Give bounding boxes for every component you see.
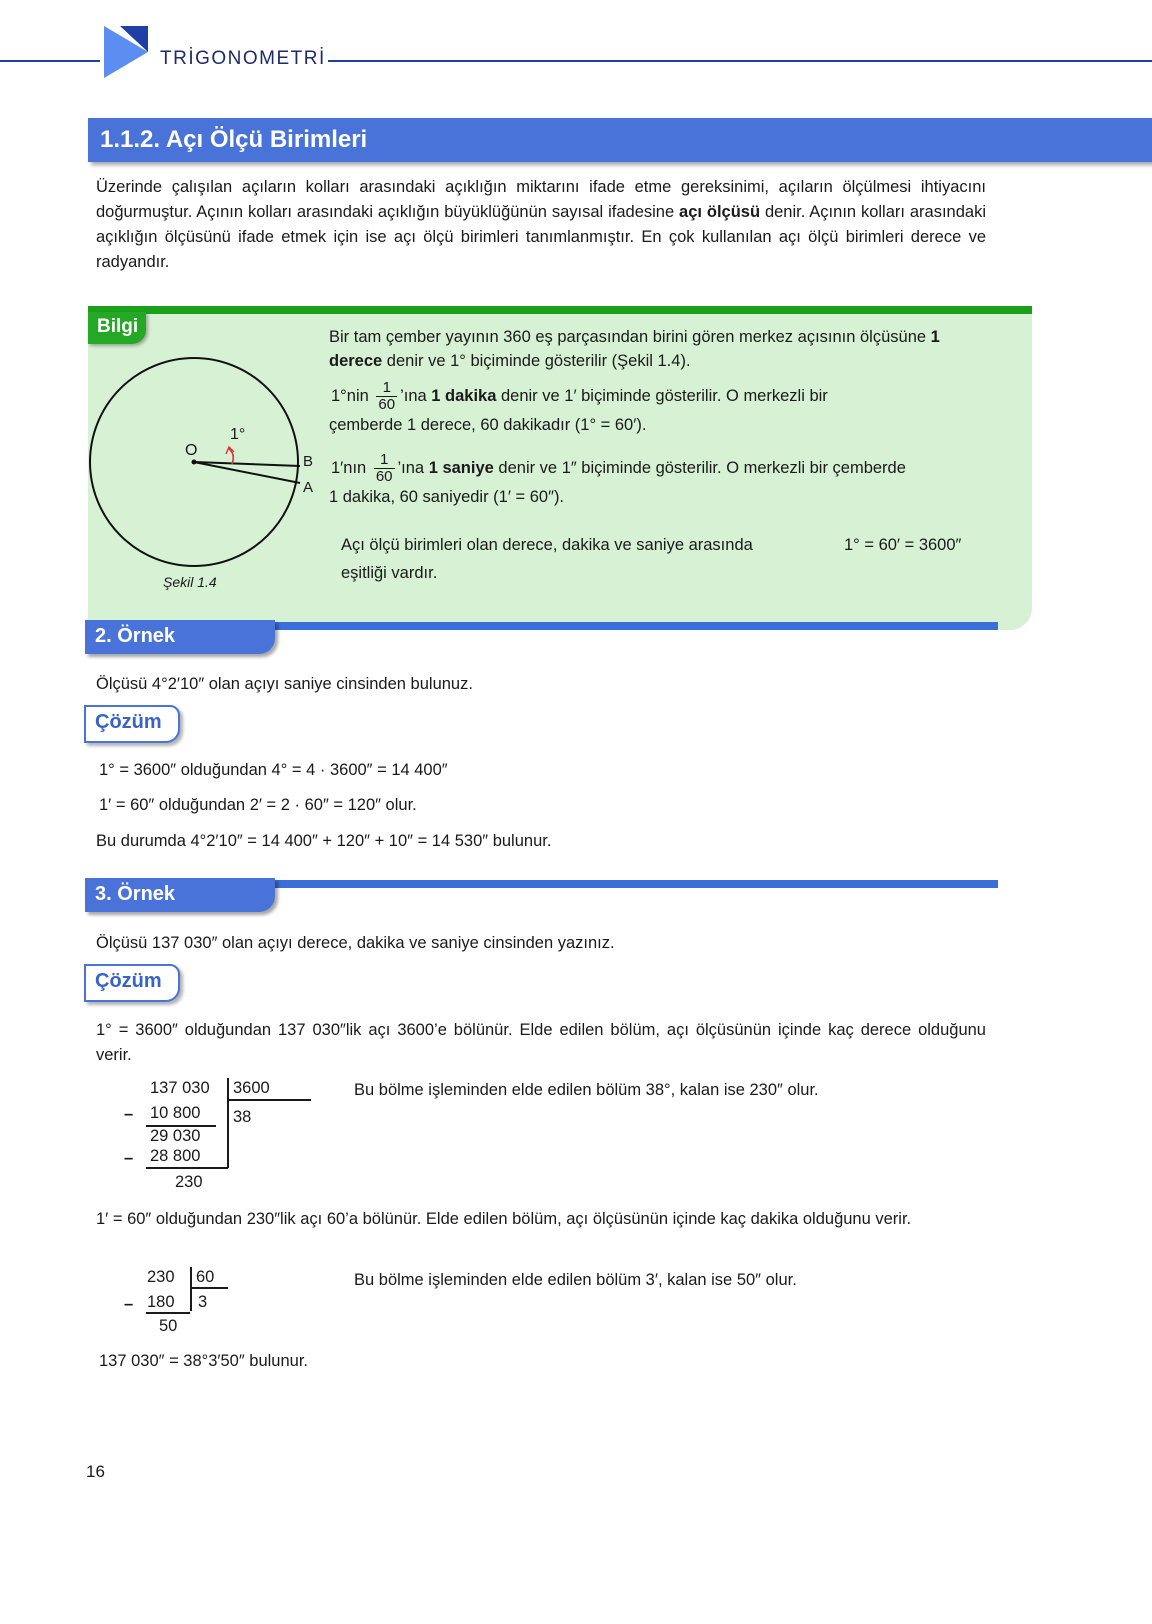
division1-result: Bu bölme işleminden elde edilen bölüm 38°, kalan ise 230″ olur. (354, 1081, 819, 1099)
division1-divisor-rule (227, 1099, 311, 1101)
division1-rule (146, 1167, 228, 1169)
division2-vertical-bar (190, 1267, 192, 1311)
division2-quotient: 3 (198, 1293, 208, 1311)
example3-question: Ölçüsü 137 030″ olan açıyı derece, dakika ve saniye cinsinden yazınız. (96, 934, 615, 952)
division1-vertical-bar (227, 1078, 229, 1168)
figure-label-a: A (303, 479, 314, 496)
fraction-one-sixtieth: $\frac{1}{60}$ (378, 379, 396, 413)
example2-question: Ölçüsü 4°2′10″ olan açıyı saniye cinsinden bulunuz. (96, 675, 473, 693)
info-minute-equivalence: çemberde 1 derece, 60 dakikadır (1° = 60′). (329, 416, 647, 434)
division1-minus-sign: – (124, 1149, 134, 1167)
division2-divisor-rule (190, 1287, 228, 1289)
section-title: 1.1.2. Açı Ölçü Birimleri (100, 126, 368, 153)
section-title-bar (88, 118, 1152, 162)
example3-step2: 1′ = 60″ olduğundan 230″lik açı 60’a bölünür. Elde edilen bölüm, açı ölçüsünün içinde kaç dakika olduğunu verir. (96, 1210, 912, 1228)
circle-figure (88, 350, 328, 600)
example3-tab: 3. Örnek (85, 878, 275, 912)
division1-subtrahend: 10 800 (150, 1104, 201, 1122)
example3-solution-label: Çözüm (84, 964, 180, 1002)
division1-dividend: 137 030 (150, 1079, 210, 1097)
division2-remainder: 50 (159, 1317, 178, 1335)
info-paragraph-degree: Bir tam çember yayının 360 eş parçasından birini gören merkez açısının ölçüsüne 1 derece denir ve 1° biçiminde gösterilir (Şekil 1.4). (329, 328, 940, 370)
division2-dividend: 230 (147, 1268, 175, 1286)
division1-partial-remainder: 29 030 (150, 1127, 201, 1145)
division2-minus-sign: – (124, 1295, 134, 1313)
info-units-sentence: Açı ölçü birimleri olan derece, dakika ve saniye arasında (341, 536, 753, 554)
header-logo-icon (104, 22, 152, 82)
example2-solution-label: Çözüm (84, 705, 180, 743)
info-paragraph-minute: 1°nin $\frac{1}{60}$ ’ına 1 dakika denir ve 1′ biçiminde gösterilir. O merkezli bir (331, 379, 828, 413)
division1-quotient: 38 (233, 1108, 252, 1126)
header-rule-left (0, 60, 100, 62)
division2-result: Bu bölme işleminden elde edilen bölüm 3′, kalan ise 50″ olur. (354, 1271, 797, 1289)
division2-divisor: 60 (196, 1268, 215, 1286)
division1-minus-sign: – (124, 1105, 134, 1123)
example2-solution-line: Bu durumda 4°2′10″ = 14 400″ + 120″ + 10″ = 14 530″ bulunur. (96, 832, 552, 850)
intro-paragraph: Üzerinde çalışılan açıların kolları arasındaki açıklığın miktarını ifade etme gereksinimi, açıların ölçülmesi ihtiyacını doğurmuştur. Açının kolları arasındaki açıklığın büyüklüğünün sayısal ifadesine açı ölçüsü denir. Açının kolları arasındaki açıklığın ölçüsünü ifade etmek için ise açı ölçü birimleri tanımlanmıştır. En çok kullanılan açı ölçü birimleri derece ve radyandır. (96, 178, 986, 271)
example3-step1: 1° = 3600″ olduğundan 137 030″lik açı 3600’e bölünür. Elde edilen bölüm, açı ölçüsünün içinde kaç derece olduğunu verir. (96, 1021, 986, 1064)
header-title: TRİGONOMETRİ (160, 48, 326, 69)
division1-divisor: 3600 (233, 1079, 270, 1097)
header-rule-right (328, 60, 1152, 62)
info-tab: Bilgi (88, 312, 146, 344)
division1-remainder: 230 (175, 1173, 203, 1191)
example2-solution-line: 1′ = 60″ olduğundan 2′ = 2 · 60″ = 120″ olur. (99, 796, 417, 814)
division2-rule (146, 1312, 190, 1314)
info-units-sentence-end: eşitliği vardır. (341, 564, 438, 582)
figure-label-b: B (303, 453, 314, 470)
info-units-equation: 1° = 60′ = 3600″ (844, 536, 962, 554)
info-paragraph-second: 1′nın $\frac{1}{60}$ ’ına 1 saniye denir ve 1″ biçiminde gösterilir. O merkezli bir çemberde (331, 451, 906, 485)
division1-subtrahend2: 28 800 (150, 1147, 201, 1165)
figure-label-angle: 1° (230, 426, 246, 443)
page-number: 16 (86, 1462, 105, 1481)
example2-solution-line: 1° = 3600″ olduğundan 4° = 4 · 3600″ = 14 400″ (99, 761, 448, 779)
figure-caption: Şekil 1.4 (163, 574, 217, 590)
figure-label-o: O (185, 442, 198, 459)
fraction-one-sixtieth-second: $\frac{1}{60}$ (375, 451, 393, 485)
example3-final-answer: 137 030″ = 38°3′50″ bulunur. (99, 1352, 309, 1370)
division2-subtrahend: 180 (147, 1293, 175, 1311)
example2-tab: 2. Örnek (85, 620, 275, 654)
info-second-equivalence: 1 dakika, 60 saniyedir (1′ = 60″). (329, 488, 565, 506)
